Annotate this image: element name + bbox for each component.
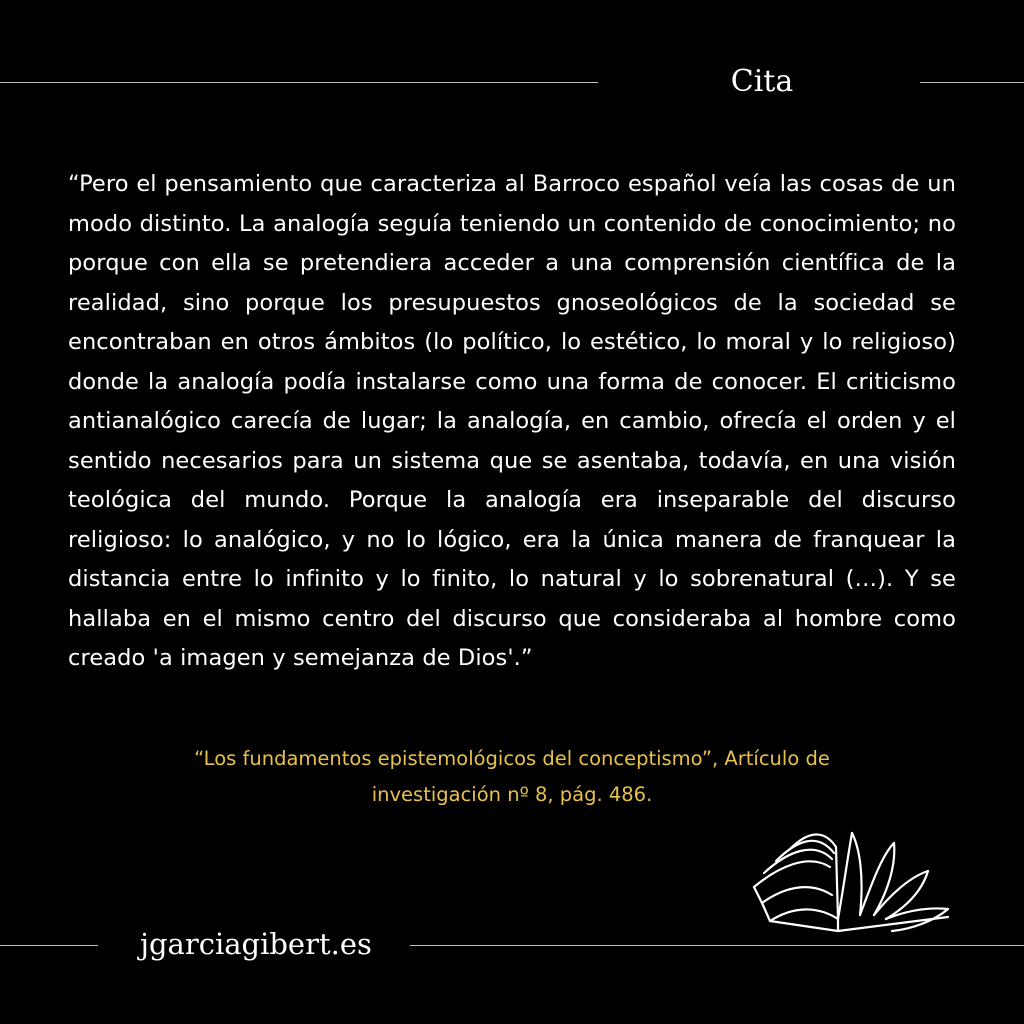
bottom-right-divider <box>410 945 1024 946</box>
quote-source-line-2: investigación nº 8, pág. 486. <box>371 783 653 806</box>
top-right-divider <box>920 82 1024 83</box>
page-title: Cita <box>730 64 794 99</box>
bottom-left-divider <box>0 945 98 946</box>
top-left-divider <box>0 82 598 83</box>
quote-source-line-1: “Los fundamentos epistemológicos del conceptismo”, Artículo de <box>194 747 830 770</box>
open-book-icon <box>748 825 958 937</box>
quote-text: “Pero el pensamiento que caracteriza al Barroco español veía las cosas de un modo distinto. La analogía seguía teniendo un contenido de conocimiento; no porque con ella se pretendiera acceder a una comprensión científica de la realidad, sino porque los presupuestos gnoseológicos de la sociedad se encontraban en otros ámbitos (lo político, lo estético, lo moral y lo religioso) donde la analogía podía instalarse como una forma de conocer. El criticismo antianalógico carecía de lugar; la analogía, en cambio, ofrecía el orden y el sentido necesarios para un sistema que se asentaba, todavía, en una visión teológica del mundo. Porque la analogía era inseparable del discurso religioso: lo analógico, y no lo lógico, era la única manera de franquear la distancia entre lo infinito y lo finito, lo natural y lo sobrenatural (…). Y se hallaba en el mismo centro del discurso que consideraba al hombre como creado 'a imagen y semejanza de Dios'.” <box>68 171 956 671</box>
site-url: jgarciagibert.es <box>140 927 372 961</box>
quote-source <box>110 741 914 813</box>
